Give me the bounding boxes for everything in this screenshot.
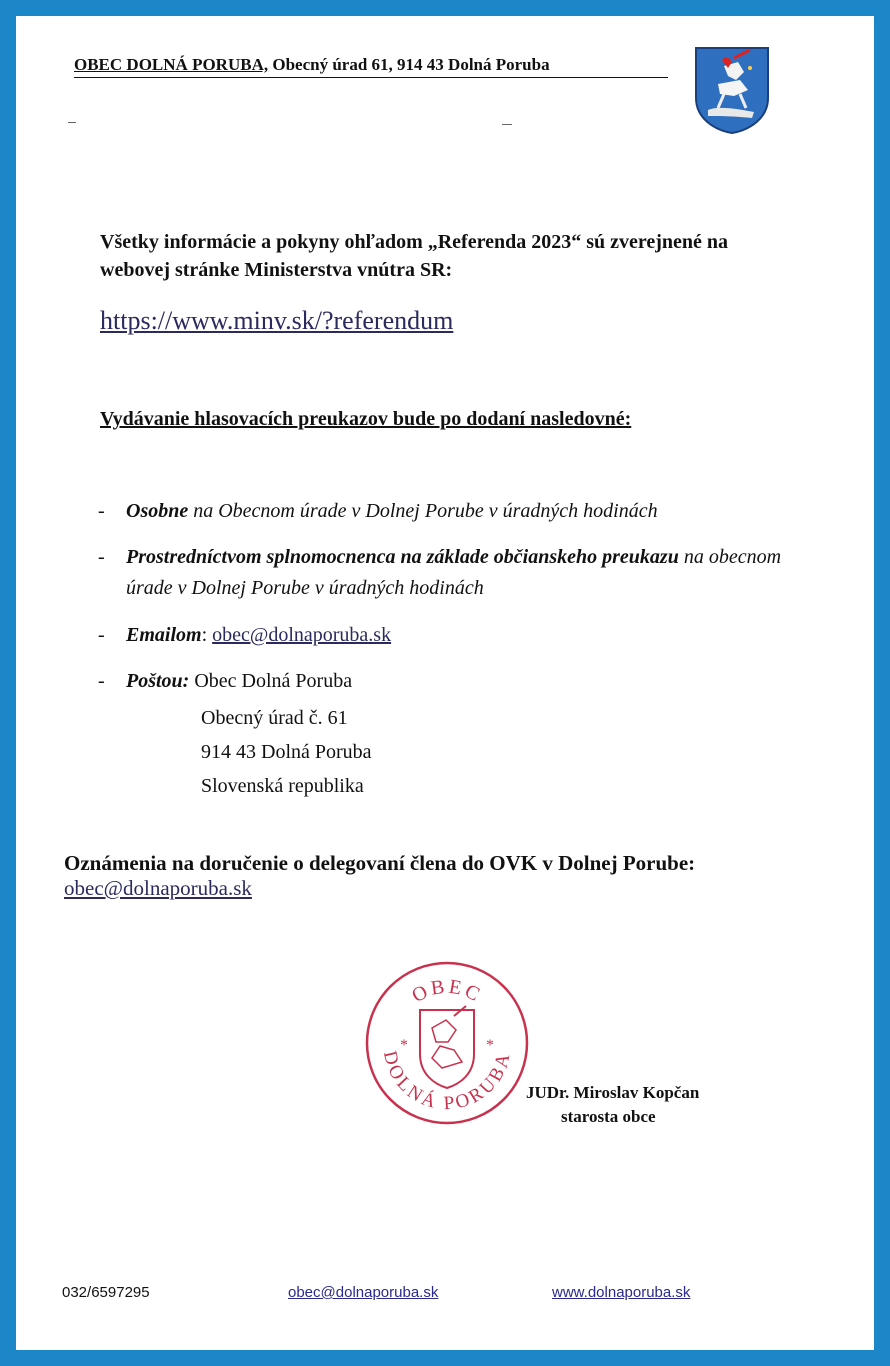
list-dash: - xyxy=(98,624,105,646)
footer-website-link[interactable]: www.dolnaporuba.sk xyxy=(552,1284,691,1301)
list-dash: - xyxy=(98,500,105,522)
footer-email-link[interactable]: obec@dolnaporuba.sk xyxy=(288,1284,439,1301)
svg-text:*: * xyxy=(400,1037,408,1054)
svg-text:DOLNÁ PORUBA xyxy=(379,1049,515,1114)
email-link[interactable]: obec@dolnaporuba.sk xyxy=(212,624,392,646)
document-page xyxy=(16,16,874,1350)
item-method: Prostredníctvom splnomocnenca na základe občianskeho preukazu xyxy=(126,546,679,568)
item-method: Osobne xyxy=(126,500,189,522)
list-dash: - xyxy=(98,670,105,692)
voting-cards-heading: Vydávanie hlasovacích preukazov bude po dodaní nasledovné: xyxy=(100,408,632,430)
footer-phone: 032/6597295 xyxy=(62,1284,150,1301)
scan-speck xyxy=(502,124,512,125)
signatory-role: starosta obce xyxy=(561,1107,656,1126)
coat-of-arms-icon xyxy=(694,46,770,134)
signatory-name: JUDr. Miroslav Kopčan xyxy=(526,1083,700,1102)
office-address: Obecný úrad 61, 914 43 Dolná Poruba xyxy=(268,55,550,74)
list-item xyxy=(98,666,726,697)
item-method: Poštou: xyxy=(126,670,190,692)
ovk-notice: Oznámenia na doručenie o delegovaní člena do OVK v Dolnej Porube: xyxy=(64,851,696,875)
postal-address-line: 914 43 Dolná Poruba xyxy=(201,741,372,763)
list-dash: - xyxy=(98,546,105,568)
scan-speck xyxy=(68,122,76,123)
official-stamp-icon xyxy=(362,958,532,1128)
svg-text:OBEC xyxy=(408,976,485,1008)
list-item xyxy=(98,620,726,651)
item-detail: na Obecnom úrade v Dolnej Porube v úradných hodinách xyxy=(188,500,658,522)
postal-address-line: Obecný úrad č. 61 xyxy=(201,707,348,729)
stamp-bottom-text: DOLNÁ PORUBA xyxy=(378,1048,516,1115)
svg-text:*: * xyxy=(486,1037,494,1054)
item-detail: na obecnom úrade v Dolnej Porube v úradných hodinách xyxy=(126,546,782,599)
ovk-email-link[interactable]: obec@dolnaporuba.sk xyxy=(64,876,252,900)
postal-address-line: Obec Dolná Poruba xyxy=(194,670,353,692)
intro-paragraph: Všetky informácie a pokyny ohľadom „Referenda 2023“ sú zverejnené na webovej stránke Ministerstva vnútra SR: xyxy=(100,231,729,281)
municipality-name: OBEC DOLNÁ PORUBA, xyxy=(74,55,269,74)
item-colon: : xyxy=(201,624,213,646)
list-item xyxy=(98,496,826,527)
referendum-link[interactable]: https://www.minv.sk/?referendum xyxy=(100,306,454,335)
item-method: Emailom xyxy=(126,624,202,646)
list-item xyxy=(98,542,816,604)
letterhead xyxy=(74,54,668,78)
stamp-top-text: OBEC xyxy=(408,975,486,1008)
postal-address-line: Slovenská republika xyxy=(201,775,364,797)
